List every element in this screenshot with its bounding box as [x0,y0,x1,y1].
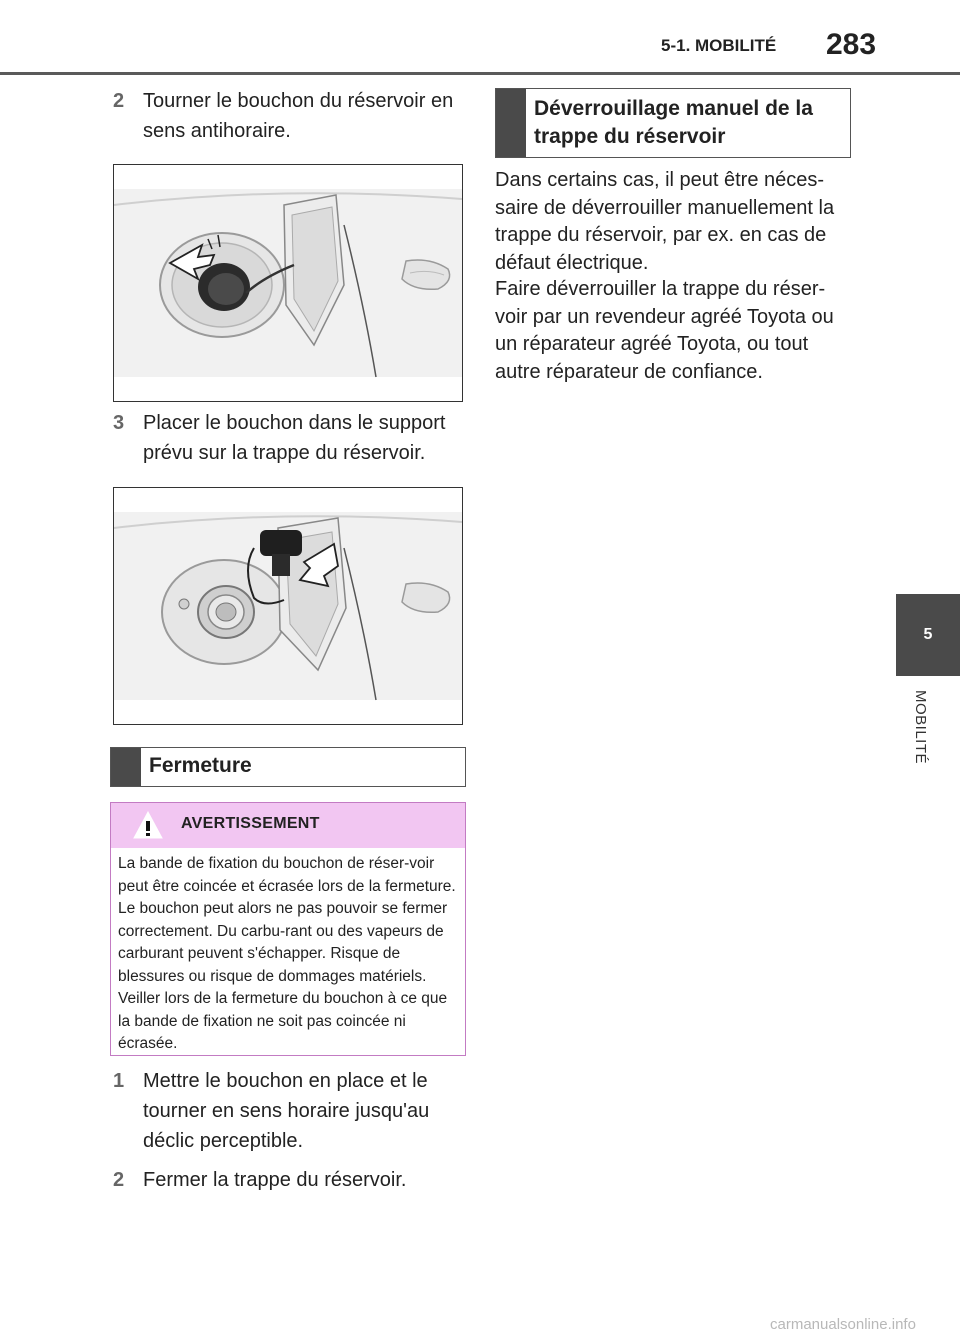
header-rule [0,72,960,75]
warning-title: AVERTISSEMENT [181,815,320,832]
step-number: 2 [113,1169,125,1191]
warning-text: La bande de fixation du bouchon de réser-voir peut être coincée et écrasée lors de la fermeture. Le bouchon peut alors ne pas pouvoir se fermer correctement. Du carbu-rant ou des vapeurs de carburant peuvent s'échapper. Risque de blessures ou risque de dommages matériels. Veiller lors de la fermeture du bouchon à ce que la bande de fixation ne soit pas coincée ni écrasée. [118,855,456,1052]
section-marker [111,748,141,786]
step-text: Tourner le bouchon du réservoir en sens antihoraire. [143,90,454,142]
warning-header [111,803,465,848]
step-number: 3 [113,412,125,434]
warning-triangle-icon [133,811,163,839]
section-heading-closing [110,747,466,787]
step-text: Mettre le bouchon en place et le tourner en sens horaire jusqu'au déclic perceptible. [143,1070,430,1152]
fuel-door-illustration-2 [114,488,462,724]
section-marker [496,89,526,157]
section-title: Déverrouillage manuel de la trappe du réservoir [534,97,813,148]
figure-unscrew-cap [113,164,463,402]
running-header-section: 5-1. MOBILITÉ [661,36,777,55]
page-number: 283 [826,28,877,61]
warning-box [110,802,466,1056]
step-text: Placer le bouchon dans le support prévu sur la trappe du réservoir. [143,412,446,464]
fuel-door-illustration-1 [114,165,462,401]
step-text: Fermer la trappe du réservoir. [143,1169,407,1191]
step-number: 1 [113,1070,125,1092]
step-number: 2 [113,90,125,112]
chapter-tab[interactable] [896,594,960,676]
paragraph: Dans certains cas, il peut être néces-saire de déverrouiller manuellement la trappe du réservoir, par ex. en cas de défaut électrique. [495,169,835,274]
section-heading-manual-unlock [495,88,851,158]
footer-watermark[interactable]: carmanualsonline.info [770,1316,916,1333]
figure-cap-holder [113,487,463,725]
paragraph: Faire déverrouiller la trappe du réser-voir par un revendeur agréé Toyota ou un réparateur agréé Toyota, ou tout autre réparateur de confiance. [495,278,834,383]
section-title: Fermeture [149,754,252,777]
chapter-number: 5 [923,626,933,643]
chapter-label: MOBILITÉ [912,690,929,765]
